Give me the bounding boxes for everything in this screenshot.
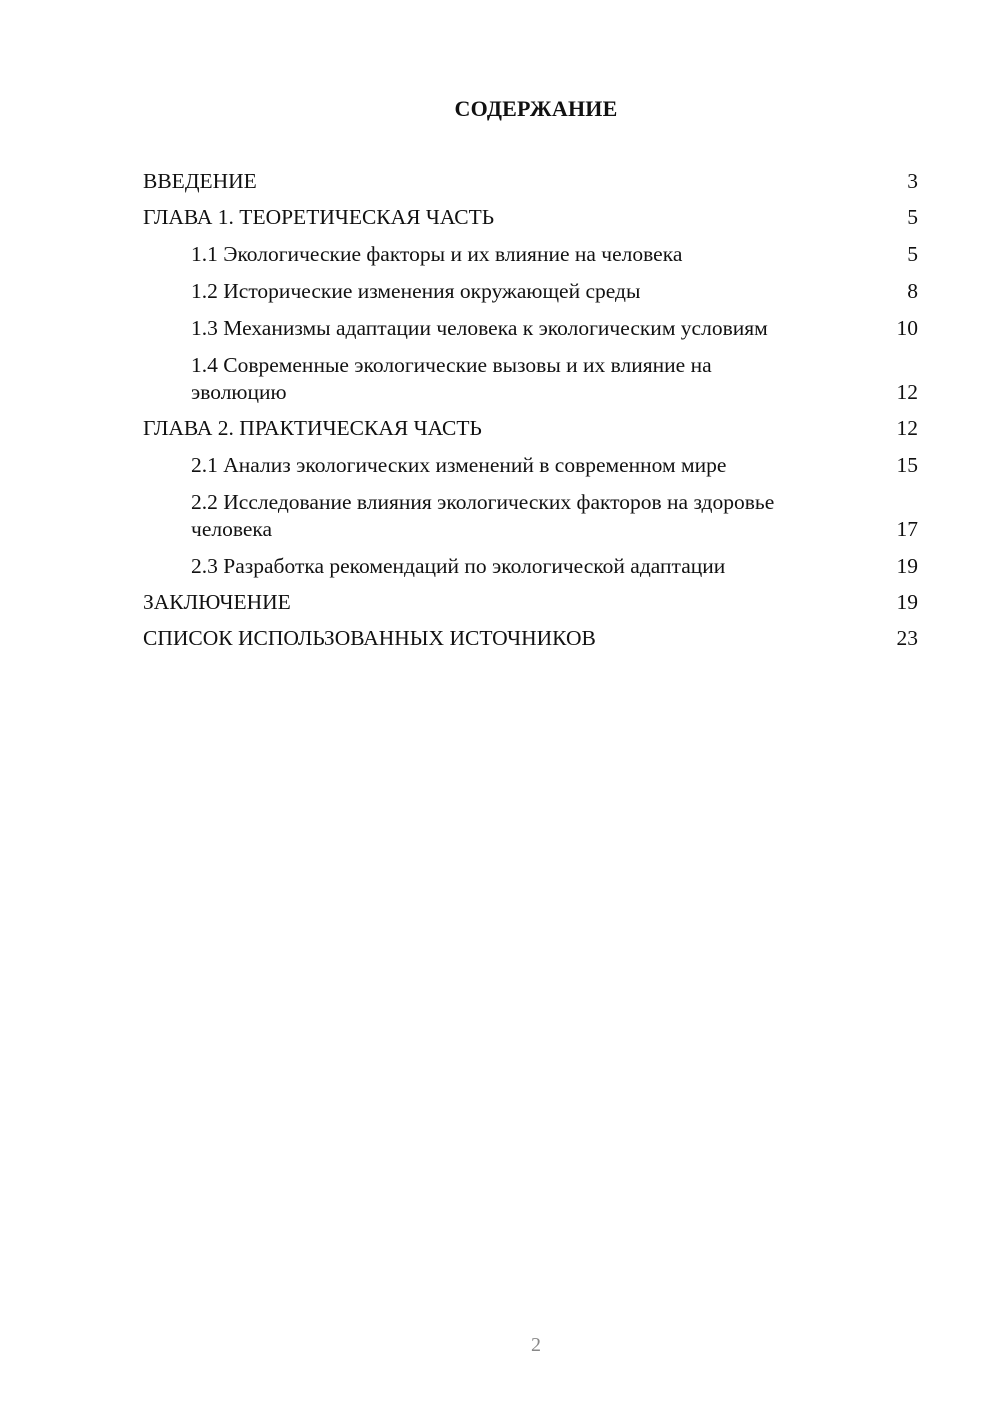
page-number: 2 [531, 1334, 541, 1356]
toc-entry-page: 19 [896, 590, 918, 614]
toc-entry-page: 12 [896, 380, 918, 404]
toc-entry-text: ГЛАВА 1. ТЕОРЕТИЧЕСКАЯ ЧАСТЬ [143, 205, 495, 229]
toc-entry-section-2-3 [143, 553, 918, 580]
toc-entry-page: 10 [896, 316, 918, 340]
toc-entry-text: 1.1 Экологические факторы и их влияние на человека [191, 242, 683, 266]
toc-entry-chapter-2 [143, 415, 918, 442]
toc-entry-page: 5 [907, 205, 918, 229]
toc-entry-text: ВВЕДЕНИЕ [143, 169, 257, 193]
toc-entry-page: 12 [896, 416, 918, 440]
toc-entry-section-1-4 [143, 352, 918, 406]
toc-entry-text: 1.2 Исторические изменения окружающей среды [191, 279, 641, 303]
toc-entry-text: СПИСОК ИСПОЛЬЗОВАННЫХ ИСТОЧНИКОВ [143, 626, 596, 650]
toc-entry-text: ГЛАВА 2. ПРАКТИЧЕСКАЯ ЧАСТЬ [143, 416, 482, 440]
toc-entry-page: 3 [907, 169, 918, 193]
toc-entry-text: 1.3 Механизмы адаптации человека к экологическим условиям [191, 316, 768, 340]
toc-entry-text: ЗАКЛЮЧЕНИЕ [143, 590, 291, 614]
toc-entry-conclusion [143, 589, 918, 616]
toc-entry-page: 5 [907, 242, 918, 266]
toc-entry-introduction [143, 168, 918, 195]
toc-entry-page: 8 [907, 279, 918, 303]
toc-entry-text: 1.4 Современные экологические вызовы и их влияние на эволюцию [191, 353, 712, 404]
toc-entry-section-2-1 [143, 452, 918, 479]
toc-entry-text: 2.3 Разработка рекомендаций по экологической адаптации [191, 554, 726, 578]
toc-entry-page: 23 [896, 626, 918, 650]
page-title: СОДЕРЖАНИЕ [454, 96, 618, 121]
toc-entry-page: 15 [896, 453, 918, 477]
toc-entry-chapter-1 [143, 204, 918, 231]
toc-entry-section-2-2 [143, 489, 918, 543]
toc-entry-text: 2.2 Исследование влияния экологических факторов на здоровье человека [191, 490, 775, 541]
toc-entry-section-1-3 [143, 315, 918, 342]
toc-entry-section-1-2 [143, 278, 918, 305]
table-of-contents [143, 168, 918, 652]
toc-entry-text: 2.1 Анализ экологических изменений в современном мире [191, 453, 727, 477]
toc-entry-page: 19 [896, 554, 918, 578]
toc-entry-section-1-1 [143, 241, 918, 268]
toc-entry-page: 17 [896, 517, 918, 541]
toc-entry-references [143, 625, 918, 652]
